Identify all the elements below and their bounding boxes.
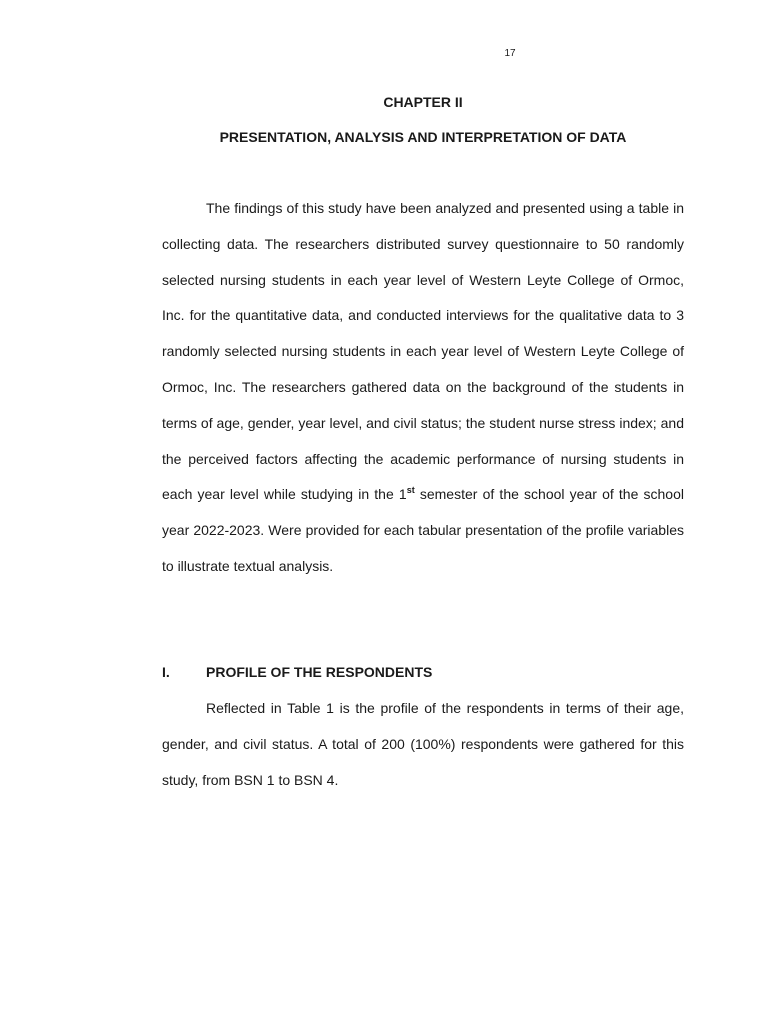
section-heading	[162, 664, 684, 680]
ordinal-suffix: st	[406, 485, 415, 496]
intro-text-before-sup: The findings of this study have been analyzed and presented using a table in collecting data. The researchers distributed survey questionnaire to 50 randomly selected nursing students in each year level of Western Leyte College of Ormoc, Inc. for the quantitative data, and conducted interviews for the qualitative data to 3 randomly selected nursing students in each year level of Western Leyte College of Ormoc, Inc. The researchers gathered data on the background of the students in terms of age, gender, year level, and civil status; the student nurse stress index; and the perceived factors affecting the academic performance of nursing students in each year level while studying in the 1	[162, 200, 684, 503]
section-title: PROFILE OF THE RESPONDENTS	[206, 664, 433, 680]
page-number: 17	[504, 48, 516, 59]
intro-paragraph	[162, 191, 684, 585]
chapter-title: CHAPTER II	[383, 94, 463, 110]
intro-text-after-sup: semester of the school year of the school year 2022-2023. Were provided for each tabular presentation of the profile variables to illustrate textual analysis.	[162, 486, 684, 574]
chapter-subtitle: PRESENTATION, ANALYSIS AND INTERPRETATION OF DATA	[219, 129, 627, 145]
section-number: I.	[162, 664, 170, 680]
profile-text: Reflected in Table 1 is the profile of the respondents in terms of their age, gender, and civil status. A total of 200 (100%) respondents were gathered for this study, from BSN 1 to BSN 4.	[162, 700, 684, 788]
profile-paragraph	[162, 691, 684, 798]
